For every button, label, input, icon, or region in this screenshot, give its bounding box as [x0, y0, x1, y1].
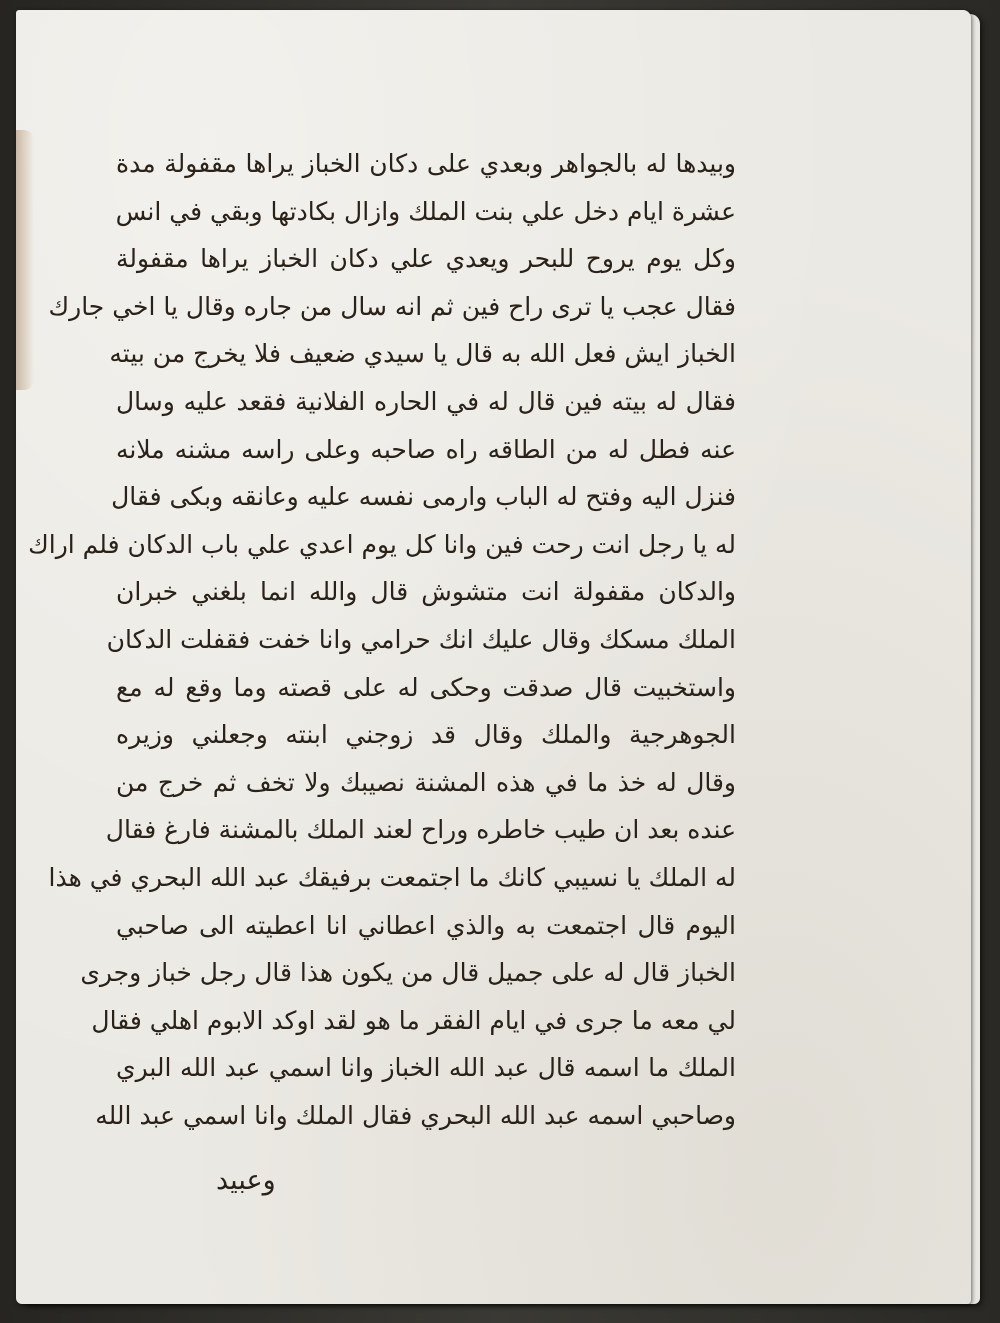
manuscript-text-block [28, 140, 736, 1139]
text-line: عنه فطل له من الطاقه راه صاحبه وعلى راسه مشنه ملانه [116, 434, 736, 464]
text-line: واستخبيت قال صدقت وحكى له على قصته وما وقع له مع [116, 672, 736, 702]
text-line: الملك مسكك وقال عليك انك حرامي وانا خفت فقفلت الدكان [106, 624, 736, 654]
text-line: فنزل اليه وفتح له الباب وارمى نفسه عليه وعانقه وبكى فقال [111, 482, 736, 512]
text-line: عشرة ايام دخل علي بنت الملك وازال بكادتها وبقي في انس [115, 196, 736, 226]
catchword: وعبيد [216, 1165, 276, 1196]
text-line: الجوهرجية والملك وقال قد زوجني ابنته وجعلني وزيره [116, 720, 736, 750]
text-line: وكل يوم يروح للبحر ويعدي علي دكان الخباز يراها مقفولة [116, 244, 736, 274]
text-line: الخباز ايش فعل الله به قال يا سيدي ضعيف فلا يخرج من بيته [109, 339, 736, 369]
text-line: لي معه ما جرى في ايام الفقر ما هو لقد اوكد الابوم اهلي فقال [91, 1005, 736, 1035]
text-line: له يا رجل انت رحت فين وانا كل يوم اعدي علي باب الدكان فلم اراك [28, 529, 736, 559]
text-line: فقال له بيته فين قال له في الحاره الفلانية فقعد عليه وسال [116, 386, 736, 416]
text-line: له الملك يا نسيبي كانك ما اجتمعت برفيقك عبد الله البحري في هذا [48, 862, 736, 892]
text-line: عنده بعد ان طيب خاطره وراح لعند الملك بالمشنة فارغ فقال [105, 815, 736, 845]
text-line: وصاحبي اسمه عبد الله البحري فقال الملك وانا اسمي عبد الله [95, 1100, 736, 1130]
text-line: الخباز قال له على جميل قال من يكون هذا قال رجل خباز وجرى [80, 958, 736, 988]
text-line: فقال عجب يا ترى راح فين ثم انه سال من جاره وقال يا اخي جارك [48, 291, 736, 321]
manuscript-page [16, 10, 971, 1304]
text-line: وبيدها له بالجواهر وبعدي على دكان الخباز يراها مقفولة مدة [116, 149, 736, 178]
text-line: اليوم قال اجتمعت به والذي اعطاني انا اعطيته الى صاحبي [116, 910, 736, 940]
text-line: وقال له خذ ما في هذه المشنة نصيبك ولا تخف ثم خرج من [116, 767, 736, 797]
paper-stain [16, 130, 34, 390]
text-line: الملك ما اسمه قال عبد الله الخباز وانا اسمي عبد الله البري [116, 1053, 736, 1083]
text-line: والدكان مقفولة انت متشوش قال والله انما بلغني خبران [116, 577, 736, 607]
